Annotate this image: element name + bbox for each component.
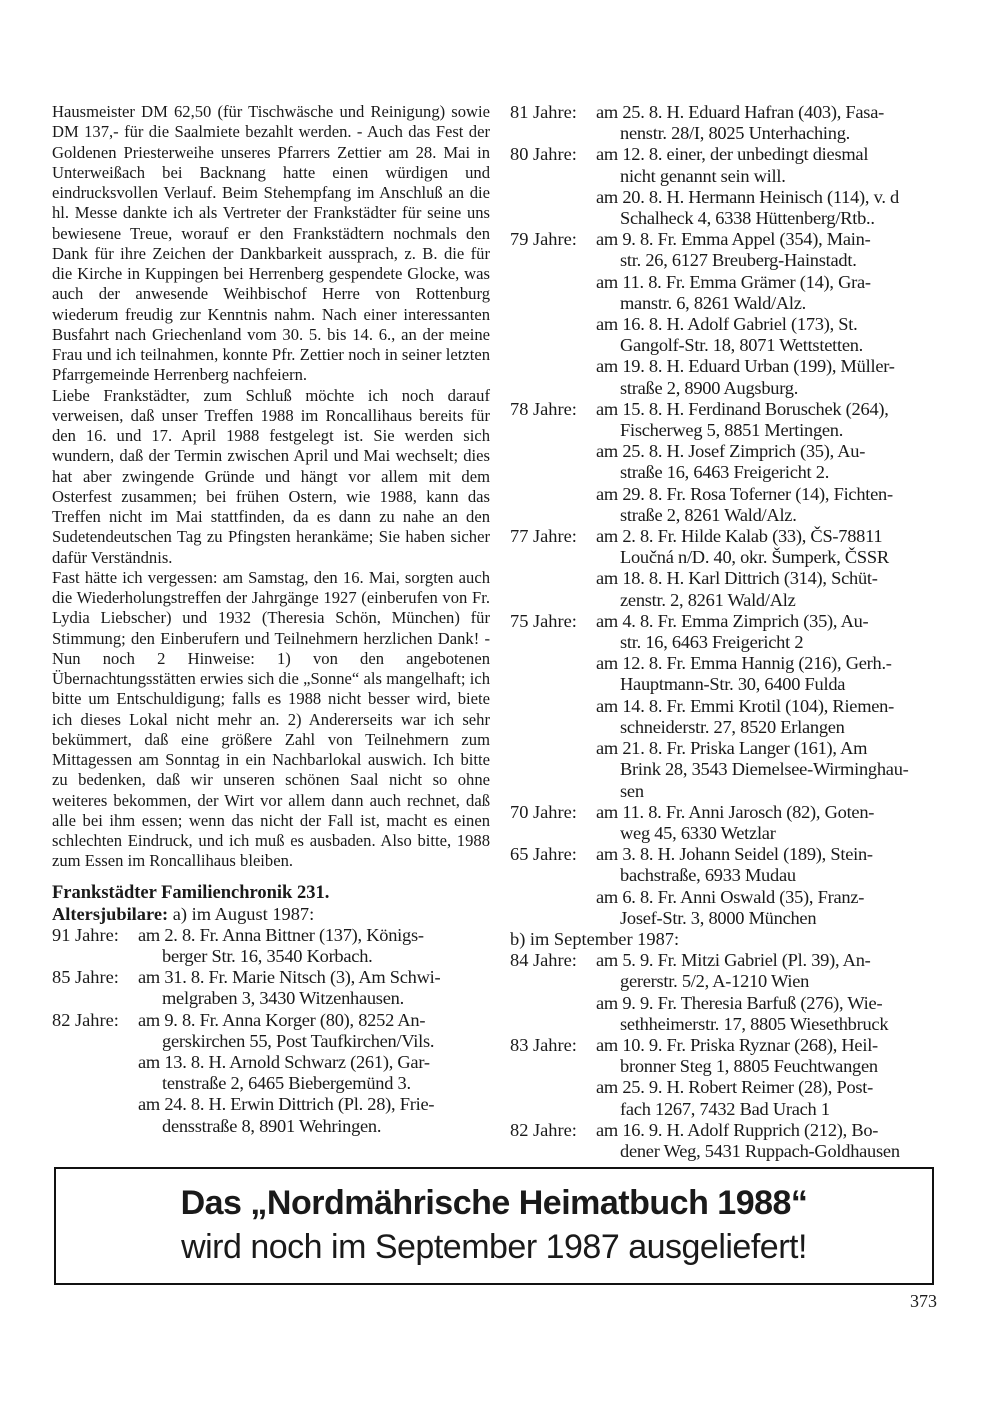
jubilee-line: am 20. 8. H. Hermann Heinisch (114), v. d [596, 186, 900, 207]
jubilee-entry [510, 844, 948, 929]
jubilee-line: am 12. 8. Fr. Emma Hannig (216), Gerh.- [596, 653, 892, 674]
jubilee-line: str. 16, 6463 Freigericht 2 [620, 632, 804, 653]
jubilee-age: 75 Jahre: [510, 610, 577, 631]
jubilee-line: sen [620, 780, 644, 801]
jubilee-line: schneiderstr. 27, 8520 Erlangen [620, 716, 845, 737]
jubilee-line: melgraben 3, 3430 Witzenhausen. [162, 988, 404, 1009]
jubilee-line: gerskirchen 55, Post Taufkirchen/Vils. [162, 1030, 435, 1051]
chronicle-title: Frankstädter Familienchronik 231. [52, 882, 330, 903]
jubilee-age: 78 Jahre: [510, 398, 577, 419]
announcement-line-2: wird noch im September 1987 ausgeliefert! [181, 1228, 807, 1266]
jubilee-line: am 25. 9. H. Robert Reimer (28), Post- [596, 1077, 874, 1098]
body-text [52, 102, 490, 872]
jubilee-line: fach 1267, 7432 Bad Urach 1 [620, 1098, 830, 1119]
jubilee-line: am 6. 8. Fr. Anni Oswald (35), Franz- [596, 886, 865, 907]
jubilee-line: tenstraße 2, 6465 Biebergemünd 3. [162, 1073, 411, 1094]
jubilee-line: sethheimerstr. 17, 8805 Wiesethbruck [620, 1013, 889, 1034]
jubilee-entry [52, 1010, 490, 1137]
jubilee-line: am 21. 8. Fr. Priska Langer (161), Am [596, 738, 868, 759]
jubilee-entry [510, 802, 948, 844]
jubilee-line: am 3. 8. H. Johann Seidel (189), Stein- [596, 844, 873, 865]
jubilee-line: am 9. 9. Fr. Theresia Barfuß (276), Wie- [596, 992, 883, 1013]
jubilee-entry [52, 925, 490, 967]
jubilee-line: am 16. 8. H. Adolf Gabriel (173), St. [596, 314, 858, 335]
jubilee-line: Gangolf-Str. 18, 8071 Wettstetten. [620, 335, 864, 356]
jubilee-line: nenstr. 28/I, 8025 Unterhaching. [620, 123, 851, 144]
jubilee-age: 82 Jahre: [510, 1119, 577, 1140]
jubilee-age: 77 Jahre: [510, 526, 577, 547]
jubilee-line: am 2. 8. Fr. Hilde Kalab (33), ČS-78811 [596, 526, 883, 547]
left-column [52, 102, 490, 1137]
jubilee-line: am 11. 8. Fr. Anni Jarosch (82), Goten- [596, 801, 875, 822]
jubilee-age: 82 Jahre: [52, 1009, 119, 1030]
jubilee-line: am 13. 8. H. Arnold Schwarz (261), Gar- [138, 1051, 430, 1072]
jubilee-lines [596, 229, 948, 399]
jubilee-age: 91 Jahre: [52, 924, 119, 945]
page-number: 373 [910, 1291, 937, 1311]
jubilee-line: am 11. 8. Fr. Emma Grämer (14), Gra- [596, 271, 871, 292]
jubilee-line: am 31. 8. Fr. Marie Nitsch (3), Am Schwi- [138, 967, 441, 988]
announcement-line-1: Das „Nordmährische Heimatbuch 1988“ [180, 1184, 808, 1222]
jubilee-lines [596, 144, 948, 229]
jubilee-entry [510, 1035, 948, 1120]
jubilee-line: dener Weg, 5431 Ruppach-Goldhausen [620, 1140, 900, 1161]
announcement-box [54, 1167, 934, 1285]
jubilee-line: straße 16, 6463 Freigericht 2. [620, 462, 830, 483]
jubilee-line: am 12. 8. einer, der unbedingt diesmal [596, 144, 869, 165]
paragraph-1: Hausmeister DM 62,50 (für Tischwäsche und Reinigung) sowie DM 137,- für die Saalmiete bezahlt werden. - Auch das Fest der Goldenen Priesterweihe unseres Pfarrers Zettier am 28. Mai in Unterweißach bei Backnang hatte einen würdigen und eindrucksvollen Verlauf. Beim Stehempfang im Anschluß an die hl. Messe dankte ich als Vertreter der Frankstädter für seine uns bewiesene Treue, worauf er den Frankstädtern nochmals den Dank für ihre Zeichen der Dankbarkeit aussprach, z. B. die für die Kirche in Kuppingen bei Herrenberg gespendete Glocke, was auch der anwesende Weihbischof Herre von Rottenburg wiederum freudig zur Kenntnis nahm. Nach einer interessanten Busfahrt nach Griechenland vom 30. 5. bis 14. 6., an der meine Frau und ich teilnahmen, konnte Pfr. Zettier noch in seiner letzten Pfarrgemeinde Herrenberg nachfeiern. [52, 102, 490, 385]
jubilee-line: am 10. 9. Fr. Priska Ryznar (268), Heil- [596, 1034, 878, 1055]
jubilee-lines [596, 102, 948, 144]
jubilee-age: 79 Jahre: [510, 229, 577, 250]
right-column [510, 102, 948, 1162]
jubilee-line: Brink 28, 3543 Diemelsee-Wirminghau- [620, 759, 909, 780]
september-entries [510, 950, 948, 1162]
jubilee-line: am 9. 8. Fr. Anna Korger (80), 8252 An- [138, 1009, 426, 1030]
jubilee-lines [138, 967, 490, 1009]
jubilee-entry [510, 229, 948, 399]
jubilee-line: am 15. 8. H. Ferdinand Boruschek (264), [596, 398, 889, 419]
jubilee-line: str. 26, 6127 Breuberg-Hainstadt. [620, 250, 857, 271]
jubilee-line: bachstraße, 6933 Mudau [620, 865, 796, 886]
paragraph-2: Liebe Frankstädter, zum Schluß möchte ich noch darauf verweisen, daß unser Treffen 1988 im Roncallihaus bereits für den 16. und 17. April 1988 festgelegt ist. Sie werden sich wundern, daß der Termin zwischen April und Mai wechselt; dies hat aber zwingende Gründe und hängt vor allem mit dem Osterfest zusammen; bei frühen Ostern, wie 1988, kann das Treffen nicht im Mai stattfinden, da es dann zu nahe an den Sudetendeutschen Tag zu Pfingsten herankäme; Sie haben sicher dafür Verständnis. [52, 385, 490, 567]
jubilee-entry [510, 611, 948, 802]
jubilee-line: manstr. 6, 8261 Wald/Alz. [620, 292, 807, 313]
jubilee-lines [596, 844, 948, 929]
jubilee-line: am 9. 8. Fr. Emma Appel (354), Main- [596, 229, 871, 250]
jubilee-entry [510, 144, 948, 229]
jubilee-line: am 14. 8. Fr. Emmi Krotil (104), Riemen- [596, 695, 895, 716]
jubilee-line: nicht genannt sein will. [620, 165, 786, 186]
jubilee-line: densstraße 8, 8901 Wehringen. [162, 1115, 382, 1136]
jubilee-entry [510, 526, 948, 611]
jubilee-age: 84 Jahre: [510, 950, 577, 971]
september-label: b) im September 1987: [510, 928, 680, 949]
jubilee-line: weg 45, 6330 Wetzlar [620, 822, 776, 843]
jubilare-heading [52, 904, 490, 925]
jubilee-lines [596, 399, 948, 526]
jubilee-lines [138, 1010, 490, 1137]
jubilee-line: am 24. 8. H. Erwin Dittrich (Pl. 28), Frie- [138, 1094, 435, 1115]
jubilee-age: 83 Jahre: [510, 1034, 577, 1055]
jubilee-age: 80 Jahre: [510, 144, 577, 165]
jubilee-entry [510, 1120, 948, 1162]
jubilee-line: am 2. 8. Fr. Anna Bittner (137), Königs- [138, 924, 424, 945]
jubilare-label: Altersjubilare: [52, 903, 169, 924]
jubilee-line: bronner Steg 1, 8805 Feuchtwangen [620, 1056, 878, 1077]
jubilee-lines [596, 526, 948, 611]
jubilee-entry [52, 967, 490, 1009]
jubilee-line: straße 2, 8261 Wald/Alz. [620, 504, 797, 525]
jubilare-month: a) im August 1987: [168, 903, 315, 924]
jubilee-line: berger Str. 16, 3540 Korbach. [162, 945, 373, 966]
jubilee-line: Hauptmann-Str. 30, 6400 Fulda [620, 674, 846, 695]
jubilee-age: 70 Jahre: [510, 801, 577, 822]
jubilee-lines [596, 611, 948, 802]
jubilee-entry [510, 102, 948, 144]
left-entries [52, 925, 490, 1137]
paragraph-3: Fast hätte ich vergessen: am Samstag, den 16. Mai, sorgten auch die Wiederholungstreffen der Jahrgänge 1927 (einberufen von Fr. Lydia Liebscher) und 1932 (Theresia Schön, München) für Stimmung; den Einberufern und Teilnehmern herzlichen Dank! - Nun noch 2 Hinweise: 1) von den angebotenen Übernachtungsstätten erwies sich die „Sonne“ als mangelhaft; ich bitte um Entschuldigung; falls es 1988 nicht besser wird, biete ich dieses Lokal nicht mehr an. 2) Andererseits war ich sehr bekümmert, daß eine größere Zahl von Teilnehmern zum Mittagessen am Sonntag in ein Nachbarlokal auswich. Ich bitte zu bedenken, daß wir unseren schönen Saal nicht so ohne weiteres bekommen, der Wirt vor allem dann auch rechnet, daß alle bei ihm essen; wenn das nicht der Fall ist, macht es einen schlechten Eindruck, und ich muß es ausbaden. Also bitte, 1988 zum Essen im Roncallihaus bleiben. [52, 567, 490, 871]
right-entries [510, 102, 948, 929]
jubilee-line: am 29. 8. Fr. Rosa Toferner (14), Fichten- [596, 483, 893, 504]
jubilee-line: am 5. 9. Fr. Mitzi Gabriel (Pl. 39), An- [596, 950, 871, 971]
jubilee-line: am 19. 8. H. Eduard Urban (199), Müller- [596, 356, 895, 377]
jubilee-line: straße 2, 8900 Augsburg. [620, 377, 799, 398]
jubilee-line: am 4. 8. Fr. Emma Zimprich (35), Au- [596, 610, 869, 631]
jubilee-age: 85 Jahre: [52, 967, 119, 988]
jubilee-entry [510, 399, 948, 526]
jubilee-line: Josef-Str. 3, 8000 München [620, 907, 817, 928]
jubilee-lines [596, 802, 948, 844]
jubilee-line: am 18. 8. H. Karl Dittrich (314), Schüt- [596, 568, 878, 589]
jubilee-entry [510, 950, 948, 1035]
jubilee-lines [596, 1120, 948, 1162]
jubilee-age: 65 Jahre: [510, 844, 577, 865]
jubilee-age: 81 Jahre: [510, 102, 577, 122]
jubilee-line: am 25. 8. H. Josef Zimprich (35), Au- [596, 441, 866, 462]
jubilee-line: am 25. 8. H. Eduard Hafran (403), Fasa- [596, 102, 884, 122]
jubilee-line: Fischerweg 5, 8851 Mertingen. [620, 420, 844, 441]
jubilee-line: zenstr. 2, 8261 Wald/Alz [620, 589, 796, 610]
jubilee-line: Schalheck 4, 6338 Hüttenberg/Rtb.. [620, 208, 875, 229]
jubilee-lines [596, 1035, 948, 1120]
jubilee-line: Loučná n/D. 40, okr. Šumperk, ČSSR [620, 547, 889, 568]
jubilee-line: am 16. 9. H. Adolf Rupprich (212), Bo- [596, 1119, 879, 1140]
jubilee-lines [596, 950, 948, 1035]
jubilee-line: gererstr. 5/2, A-1210 Wien [620, 971, 810, 992]
jubilee-lines [138, 925, 490, 967]
